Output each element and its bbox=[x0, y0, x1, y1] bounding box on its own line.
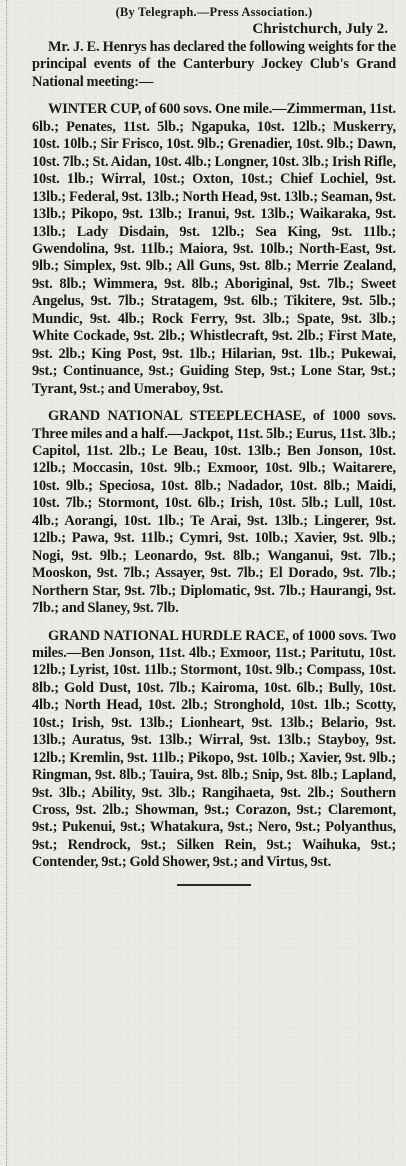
section-end-rule bbox=[177, 884, 251, 886]
paragraph-gap bbox=[32, 91, 396, 101]
dateline: (By Telegraph.—Press Association.) bbox=[115, 5, 313, 19]
hurdle-paragraph: GRAND NATIONAL HURDLE RACE, of 1000 sovs. Two miles.—Ben Jonson, 11st. 4lb.; Exmoor, 11st.; Paritutu, 10st. 12lb.; Lyrist, 10st. 11lb.; Stormont, 10st. 9lb.; Compass, 10st. 8lb.; Gold Dust, 10st. 7lb.; Kairoma, 10st. 6lb.; Bully, 10st. 4lb.; North Head, 10st. 2lb.; Stronghold, 10st. 1lb.; Scotty, 10st.; Irish, 9st. 13lb.; Lionheart, 9st. 13lb.; Belario, 9st. 13lb.; Auratus, 9st. 13lb.; Wirral, 9st. 13lb.; Stayboy, 9st. 12lb.; Kremlin, 9st. 11lb.; Pikopo, 9st. 10lb.; Xavier, 9st. 9lb.; Ringman, 9st. 8lb.; Tauira, 9st. 8lb.; Snip, 9st. 8lb.; Lapland, 9st. 3lb.; Ability, 9st. 3lb.; Rangihaeta, 9st. 2lb.; Southern Cross, 9st. 2lb.; Showman, 9st.; Corazon, 9st.; Claremont, 9st.; Pukenui, 9st.; Whatakura, 9st.; Nero, 9st.; Polyanthus, 9st.; Rendrock, 9st.; Silken Rein, 9st.; Waihuka, 9st.; Contender, 9st.; Gold Shower, 9st.; and Virtus, 9st. bbox=[32, 627, 396, 871]
column-edge-rule bbox=[6, 0, 8, 1166]
paragraph-gap bbox=[32, 398, 396, 408]
paragraph-gap bbox=[32, 618, 396, 628]
place-date: Christchurch, July 2. bbox=[252, 21, 388, 37]
winter-cup-paragraph: WINTER CUP, of 600 sovs. One mile.—Zimmerman, 11st. 6lb.; Penates, 11st. 5lb.; Ngapuka, 10st. 12lb.; Muskerry, 10st. 10lb.; Sir Frisco, 10st. 9lb.; Grenadier, 10st. 9lb.; Dawn, 10st. 7lb.; St. Aidan, 10st. 4lb.; Longner, 10st. 3lb.; Irish Rifle, 10st. 1lb.; Wirral, 10st.; Oxton, 10st.; Chief Lochiel, 9st. 13lb.; Federal, 9st. 13lb.; North Head, 9st. 13lb.; Seaman, 9st. 13lb.; Pikopo, 9st. 13lb.; Iranui, 9st. 13lb.; Waikaraka, 9st. 13lb.; Lady Disdain, 9st. 12lb.; Sea King, 9st. 11lb.; Gwendolina, 9st. 11lb.; Maiora, 9st. 10lb.; North-East, 9st. 9lb.; Simplex, 9st. 9lb.; All Guns, 9st. 8lb.; Merrie Zealand, 9st. 8lb.; Wimmera, 9st. 8lb.; Aboriginal, 9st. 7lb.; Sweet Angelus, 9st. 7lb.; Stratagem, 9st. 6lb.; Tikitere, 9st. 5lb.; Mundic, 9st. 4lb.; Rock Ferry, 9st. 3lb.; Spate, 9st. 3lb.; White Cockade, 9st. 2lb.; Whistlecraft, 9st. 2lb.; First Mate, 9st. 2lb.; King Post, 9st. 1lb.; Hilarian, 9st. 1lb.; Pukewai, 9st.; Continuance, 9st.; Guiding Step, 9st.; Lone Star, 9st.; Tyrant, 9st.; and Umeraboy, 9st. bbox=[32, 101, 396, 397]
intro-paragraph: Mr. J. E. Henrys has declared the following weights for the principal events of the Canterbury Jockey Club's Grand National meeting:— bbox=[32, 39, 396, 90]
steeplechase-paragraph: GRAND NATIONAL STEEPLECHASE, of 1000 sovs. Three miles and a half.—Jackpot, 11st. 5lb.; Eurus, 11st. 3lb.; Capitol, 11st. 2lb.; Le Beau, 10st. 13lb.; Ben Jonson, 10st. 12lb.; Moccasin, 10st. 9lb.; Exmoor, 10st. 9lb.; Waitarere, 10st. 9lb.; Speciosa, 10st. 8lb.; Nadador, 10st. 8lb.; Maidi, 10st. 7lb.; Stormont, 10st. 6lb.; Irish, 10st. 5lb.; Lull, 10st. 4lb.; Aorangi, 10st. 1lb.; Te Arai, 9st. 13lb.; Lingerer, 9st. 12lb.; Pawa, 9st. 11lb.; Cymri, 9st. 10lb.; Xavier, 9st. 9lb.; Nogi, 9st. 9lb.; Leonardo, 9st. 8lb.; Wanganui, 9st. 7lb.; Mooskon, 9st. 7lb.; Assayer, 9st. 7lb.; El Dorado, 9st. 7lb.; Northern Star, 9st. 7lb.; Diplomatic, 9st. 7lb.; Haurangi, 9st. 7lb.; and Slaney, 9st. 7lb. bbox=[32, 408, 396, 617]
